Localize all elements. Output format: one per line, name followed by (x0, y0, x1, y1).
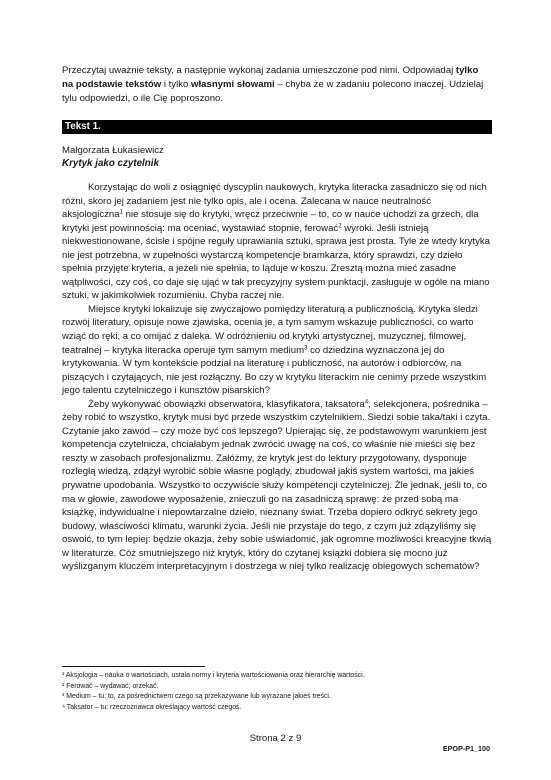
footnote-ref-2: 2 (338, 223, 342, 230)
footnote-ref-1: 1 (119, 209, 123, 216)
article-body (62, 181, 492, 574)
footnote-4: ⁴ Taksator – tu: rzeczoznawca określający wartość czegoś. (62, 703, 242, 711)
paragraph-3 (62, 398, 492, 574)
footnote-ref-3: 3 (304, 345, 308, 352)
paragraph-1 (62, 181, 492, 303)
paragraph-2 (62, 303, 492, 398)
paragraph-2-part-b: co dziedzina wyznaczona jej do krytykowania. W tym kontekście podział na literaturę i publiczność, na autorów i odbiorców, na piszących i czytających, nie jest rozłączny. Bo czy w krytyku literackim nie cenimy przede wszystkim jego talentu czytelniczego i kunsztów pisarskich? (62, 344, 487, 397)
paragraph-3-part-a: Żeby wykonywać obowiązki obserwatora, klasyfikatora, taksatora (88, 398, 365, 410)
instructions-text-3: – chyba że w zadaniu polecono inaczej. Udzielaj tylu odpowiedzi, o ile Cię poproszono. (62, 79, 484, 105)
footnotes (62, 671, 492, 713)
instructions-bold-1: tylko na podstawie tekstów (62, 65, 479, 91)
instructions (62, 64, 492, 107)
footnote-3: ³ Medium – tu: to, za pośrednictwem czego są przekazywane lub wyrażane jakieś treści. (62, 693, 331, 700)
paragraph-1-part-a: Korzystając do woli z osiągnięć dyscyplin naukowych, krytyka literacka zasadniczo się od nich różni, skoro jej zadaniem jest nie tylko opis, ale i ocena. Zalecana w nauce neutralność aksjologiczna (62, 182, 487, 221)
footnote-2: ² Ferować – wydawać, orzekać. (62, 682, 159, 690)
text-title: Krytyk jako czytelnik (62, 158, 159, 169)
instructions-text-1: Przeczytaj uważnie teksty, a następnie wykonaj zadania umieszczone pod nimi. Odpowiadaj (62, 65, 456, 76)
instructions-text-2: i tylko (161, 79, 192, 91)
page-number: Strona 2 z 9 (249, 733, 302, 744)
section-header: Tekst 1. (65, 121, 101, 132)
footnote-1: ¹ Aksjologia – nauka o wartościach, ustala normy i kryteria wartościowania oraz hierarchię wartości. (62, 672, 365, 679)
paragraph-3-part-b: , selekcjonera, pośrednika – żeby robić to wszystko, krytyk musi być przede wszystkim czytelnikiem. Siedzi sobie taka/taki i czyta. Czytanie jako zawód – czy może być coś lepszego? Upierając się, że podstawowym warunkiem jest kompetencja czytelnicza, chciałabym jednak zwrócić uwagę na coś, co właśnie nie mieści się bez reszty w zasobach profesjonalizmu. Załóżmy, że krytyk jest do lektury przygotowany, dysponuje rozległą wiedzą, zdążył wyrobić sobie własne poglądy, zbudował jakiś system wartości, ma jakieś prywatne upodobania. Wszystko to oczywiście służy kompetencji czytelniczej. Żle jednak, jeśli to, co ma w głowie, zawodowe wyposażenie, znieczuli go na zasadniczą sprawę: że przed sobą ma książkę, indywidualne i niepowtarzalne dzieło, nieznany świat. Trzeba dopiero odkryć sekrety jego budowy, właściwości klimatu, warunki życia. Jeśli nie przystaje do tego, z czym już zdążyliśmy się oswoić, to tym lepiej: będzie okazja, żeby sobie uświadomić, jak ogromne możliwości kreacyjne tkwią w literaturze. Cóż smutniejszego niż krytyk, który do czytanej książki dobiera się mocno już wyślizganym kluczem interpretacyjnym i dostrzega w niej tylko realizację obiegowych schematów? (62, 398, 492, 573)
paragraph-2-part-a: Miejsce krytyki lokalizuje się zwyczajowo pomiędzy literaturą a publicznością. Krytyka śledzi rozwój literatury, opisuje nowe zjawiska, ocenia je, a tym samym wskazuje publiczności, co warto wziąć do ręki, a co omijać z daleka. W odróżnieniu od krytyki artystycznej, muzycznej, filmowej, teatralnej – krytyka literacka operuje tym samym medium (62, 303, 478, 356)
footnote-divider (62, 666, 205, 667)
paragraph-1-part-c: wyroki. Jeśli istnieją niekwestionowane, ścisłe i spójne reguły uprawiania sztuki, sprawa jest prosta. Tyle że wtedy krytyka nie jest potrzebna, w zupełności wystarczą kompetencje bramkarza, który sprawdzi, czy dzieło spełnia przyjęte kryteria, a jeżeli nie spełnia, to ląduje w koszu. Zresztą można mieć zasadne wątpliwości, czy coś, co daje się ująć w tak precyzyjny system punktacji, zasługuje w ogóle na miano sztuki, w jakimkolwiek rozumieniu. Chyba raczej nie. (62, 222, 491, 302)
section-header-bar (62, 120, 492, 134)
instructions-bold-2: własnymi słowami (191, 79, 275, 91)
paragraph-1-part-b: nie stosuje się do krytyki, wręcz przeciwnie – to, co w nauce uchodzi za grzech, dla krytyki jest powinnością: ma oceniać, wystawiać stopnie, ferować (62, 209, 479, 234)
document-code: EPOP-P1_100 (442, 744, 490, 753)
footnote-ref-4: 4 (364, 399, 369, 406)
text-author: Małgorzata Łukasiewicz (62, 145, 164, 156)
